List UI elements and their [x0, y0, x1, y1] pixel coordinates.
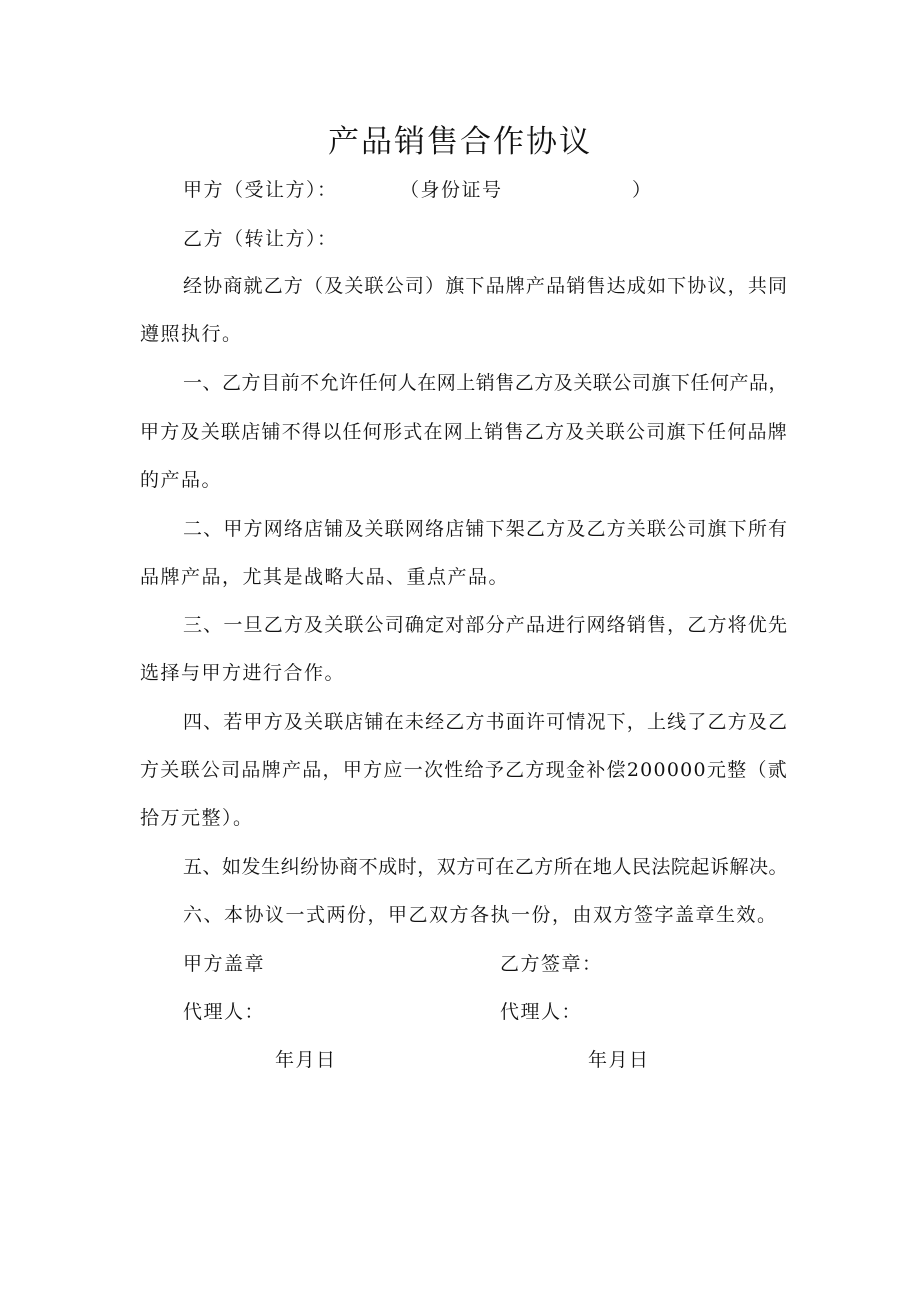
- party-b-sign-label: 乙方签章：: [500, 953, 603, 975]
- clause-1-line-1: 一、乙方目前不允许任何人在网上销售乙方及关联公司旗下任何产品，: [183, 372, 788, 394]
- clause-4-line-1: 四、若甲方及关联店铺在未经乙方书面许可情况下，上线了乙方及乙: [183, 711, 788, 733]
- clause-5-line-1: 五、如发生纠纷协商不成时，双方可在乙方所在地人民法院起诉解决。: [183, 856, 788, 878]
- party-a-id-suffix: ）: [632, 179, 653, 201]
- clause-3-line-1: 三、一旦乙方及关联公司确定对部分产品进行网络销售，乙方将优先: [183, 614, 788, 636]
- party-a-label: 甲方（受让方）：: [183, 179, 338, 201]
- clause-6-line-1: 六、本协议一式两份，甲乙双方各执一份，由双方签字盖章生效。: [183, 904, 778, 926]
- party-a-date: 年月日: [275, 1049, 337, 1071]
- clause-1-line-3: 的产品。: [140, 469, 223, 491]
- clause-4-line-2: 方关联公司品牌产品，甲方应一次性给予乙方现金补偿200000元整（贰: [140, 759, 788, 781]
- party-a-seal-label: 甲方盖章: [183, 953, 266, 975]
- clause-2-line-1: 二、甲方网络店铺及关联网络店铺下架乙方及乙方关联公司旗下所有: [183, 518, 788, 540]
- intro-line-2: 遵照执行。: [140, 323, 243, 345]
- clause-4-line-3: 拾万元整）。: [140, 807, 254, 829]
- party-a-agent-label: 代理人：: [183, 1001, 266, 1023]
- clause-3-line-2: 选择与甲方进行合作。: [140, 662, 346, 684]
- party-a-id-prefix: （身份证号: [400, 179, 503, 201]
- party-b-agent-label: 代理人：: [500, 1001, 583, 1023]
- party-b-date: 年月日: [588, 1049, 650, 1071]
- party-b-label: 乙方（转让方）：: [183, 228, 338, 250]
- clause-2-line-2: 品牌产品，尤其是战略大品、重点产品。: [140, 566, 510, 588]
- document-title: 产品销售合作协议: [328, 124, 592, 160]
- intro-line-1: 经协商就乙方（及关联公司）旗下品牌产品销售达成如下协议，共同: [183, 275, 788, 297]
- clause-1-line-2: 甲方及关联店铺不得以任何形式在网上销售乙方及关联公司旗下任何品牌: [140, 421, 789, 443]
